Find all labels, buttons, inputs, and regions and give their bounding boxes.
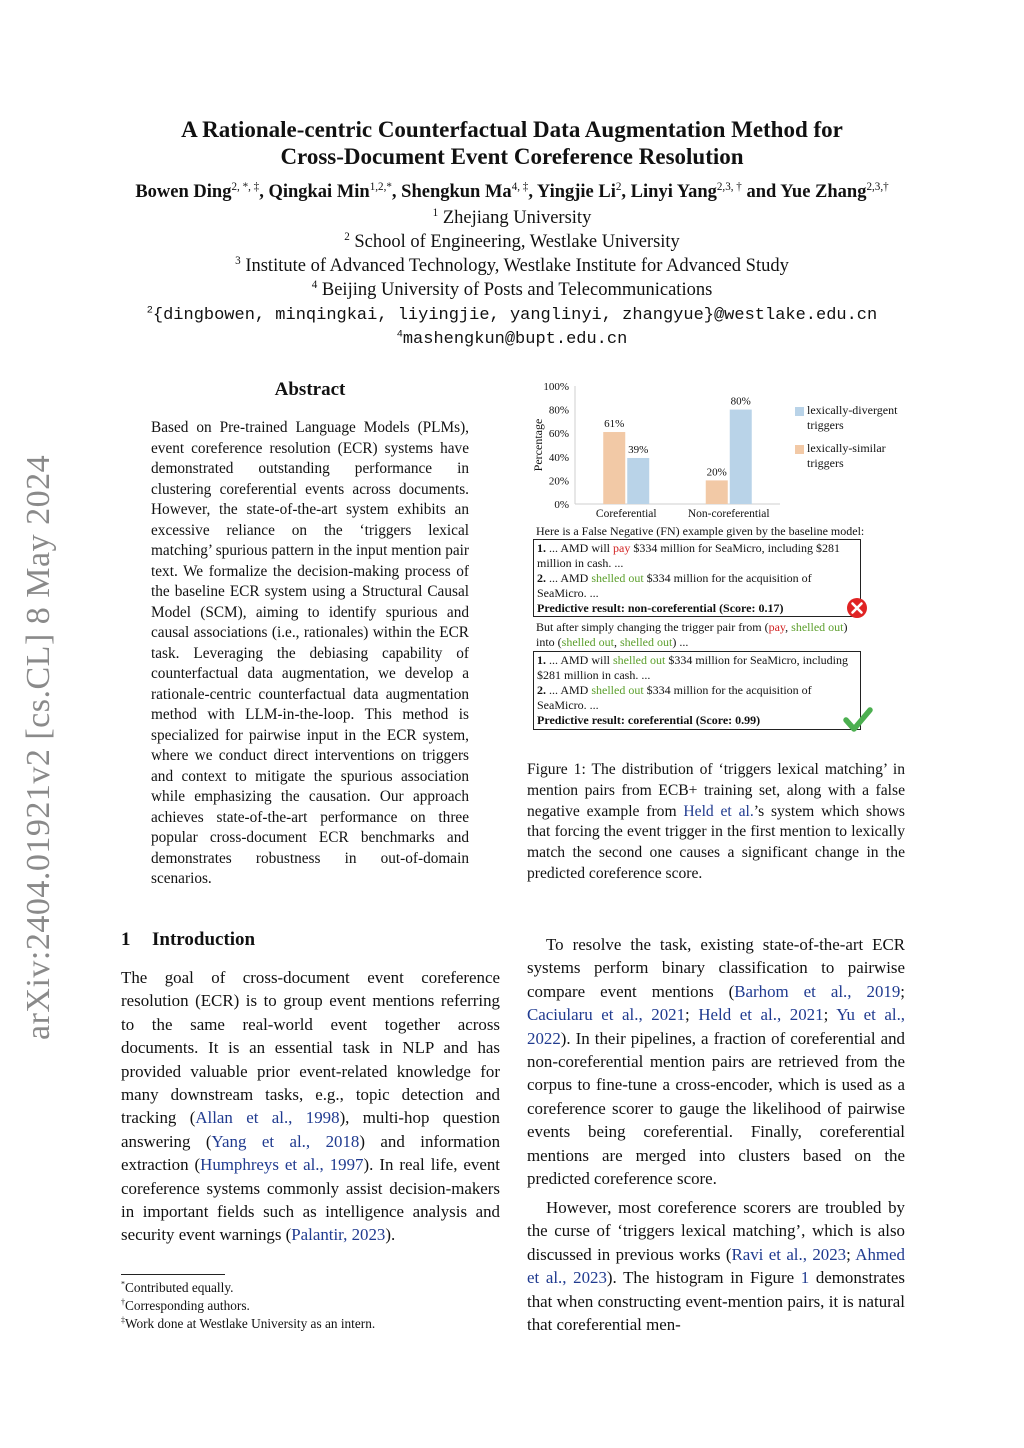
intro-paragraph-3	[527, 1196, 905, 1336]
author-name: Qingkai Min	[268, 182, 370, 202]
author-separator: ,	[621, 182, 631, 202]
text-segment: ,	[614, 635, 620, 649]
trigger-word: shelled out	[620, 635, 673, 649]
legend-label-divergent: lexically-divergent triggers	[807, 403, 898, 432]
bar-value-label: 39%	[628, 443, 649, 456]
citation-link[interactable]: Allan et al., 1998	[195, 1108, 340, 1128]
text-segment: Figure 1: The distribution of ‘triggers lexical matching’ in mention pairs from ECB+ training set, along with a false negative example from	[527, 761, 905, 820]
mention-number: 2.	[537, 571, 546, 585]
y-tick-label: 80%	[548, 404, 569, 417]
section-number: 1	[121, 929, 131, 950]
example-mention-2	[537, 571, 857, 601]
text-segment: To resolve the task, existing state-of-the-art ECR systems perform binary classification to pairwise compare event mentions (	[527, 935, 905, 1001]
author-separator: and	[741, 182, 781, 202]
bar-value-label: 80%	[730, 395, 751, 408]
trigger-word: shelled out	[791, 620, 844, 634]
email-affiliation-number: 2	[146, 305, 153, 317]
author-separator: ,	[259, 182, 269, 202]
affiliation-3	[60, 256, 964, 277]
text-segment: $334 million for the acquisition of SeaMicro. ...	[537, 571, 812, 600]
footnote-text: Corresponding authors.	[124, 1298, 250, 1313]
author-affiliation-marks: 2	[615, 180, 622, 193]
author-affiliation-marks: 2,3,†	[866, 180, 889, 193]
affiliation-4	[60, 280, 964, 301]
text-segment: The goal of cross-document event coreference resolution (ECR) is to group event mentions referring to the same real-world event together across documents. It is an essential task in NLP and has provided valuable prior event-related knowledge for many downstream tasks, e.g., topic detection and tracking (	[121, 968, 500, 1128]
x-category-label: Coreferential	[595, 508, 657, 520]
trigger-word: pay	[768, 620, 786, 634]
footnote-text: Contributed equally.	[124, 1280, 234, 1295]
footnote-mark: *	[121, 1279, 125, 1289]
intro-paragraph-1	[121, 966, 500, 1247]
mention-number: 2.	[537, 683, 546, 697]
trigger-word: shelled out	[591, 571, 644, 585]
incorrect-x-icon	[846, 597, 868, 619]
author-separator: ,	[528, 182, 537, 202]
paper-title	[60, 116, 964, 170]
affiliation-1	[60, 208, 964, 229]
affiliation-number: 3	[235, 254, 241, 267]
example-mention-2	[537, 683, 857, 713]
y-tick-label: 0%	[554, 499, 569, 511]
author-name: Linyi Yang	[630, 182, 717, 202]
arxiv-identifier: arXiv:2404.01921v2 [cs.CL] 8 May 2024	[20, 454, 57, 1040]
author-affiliation-marks: 2,3, †	[716, 180, 742, 193]
example-intro: Here is a False Negative (FN) example given by the baseline model:	[536, 524, 865, 538]
text-segment: ,	[785, 620, 792, 634]
text-segment: $334 million for SeaMicro, including $281 million in cash. ...	[537, 653, 848, 682]
affiliation-text: Zhejiang University	[442, 208, 592, 228]
correct-check-icon	[843, 706, 873, 734]
y-tick-label: 60%	[548, 428, 569, 441]
text-segment: ... AMD will	[546, 541, 614, 555]
author-name: Yingjie Li	[536, 182, 616, 202]
text-segment: ;	[846, 1244, 856, 1264]
footnote-mark: ‡	[121, 1315, 125, 1325]
text-segment: ;	[685, 1005, 699, 1025]
footnote-3	[121, 1316, 375, 1332]
author-affiliation-marks: 2, *, ‡	[231, 180, 260, 193]
abstract-body: Based on Pre-trained Language Models (PLMs), event coreference resolution (ECR) systems have demonstrated outstanding performance in clustering coreferential events across documents. However, the state-of-the-art system exhibits an excessive reliance on the ‘triggers lexical matching’ spurious pattern in the input mention pair text. We formalize the decision-making process of the baseline ECR system using a Structural Causal Model (SCM), aiming to identify spurious and causal associations (i.e., rationales) within the ECR task. Leveraging the debiasing capability of counterfactual data augmentation, we develop a rationale-centric counterfactual data augmentation method with LLM-in-the-loop. This method is specialized for pairwise input in the ECR system, where we conduct direct interventions on triggers and context to mitigate the spurious association while emphasizing the causation. Our approach achieves state-of-the-art performance on three popular cross-document ECR benchmarks and demonstrates robustness in out-of-domain scenarios.	[151, 419, 469, 887]
bar-0-0	[603, 432, 625, 504]
text-segment: ;	[900, 981, 905, 1001]
y-tick-label: 20%	[548, 475, 569, 488]
example-mention-1	[537, 653, 857, 683]
figure-1-caption	[527, 760, 905, 885]
text-segment: $334 million for SeaMicro, including $281 million in cash. ...	[537, 541, 840, 570]
email-text: mashengkun@bupt.edu.cn	[402, 330, 628, 349]
citation-link[interactable]: Barhom et al., 2019	[734, 981, 901, 1001]
intro-paragraph-2	[527, 933, 905, 1190]
citation-link[interactable]: Yu et al., 2022	[527, 1005, 906, 1048]
text-segment: ). In real life, event coreference systems commonly assist decision-makers in important fields such as intelligence analysis and security event warnings (	[121, 1155, 500, 1245]
y-axis-title: Percentage	[531, 418, 545, 472]
email-text: {dingbowen, minqingkai, liyingjie, yanglinyi, zhangyue}@westlake.edu.cn	[152, 306, 878, 325]
footnote-text: Work done at Westlake University as an intern.	[124, 1316, 376, 1331]
citation-link[interactable]: Ahmed et al., 2023	[527, 1244, 905, 1288]
text-segment: ... AMD will	[546, 653, 614, 667]
affiliation-2	[60, 232, 964, 253]
text-segment: ;	[823, 1005, 837, 1025]
author-list	[40, 182, 984, 203]
mention-number: 1.	[537, 653, 546, 667]
text-segment: ) into (	[536, 620, 848, 649]
text-segment: ). The histogram in Figure	[606, 1268, 801, 1288]
text-segment: demonstrates that when constructing event-mention pairs, it is natural that coreferential men-	[527, 1268, 905, 1335]
footnote-rule	[121, 1274, 225, 1275]
example-mention-1	[537, 541, 857, 571]
citation-link[interactable]: 1	[800, 1268, 810, 1288]
footnote-1	[121, 1280, 233, 1296]
legend-swatch-divergent	[795, 407, 804, 416]
trigger-word: shelled out	[561, 635, 614, 649]
section-heading-introduction	[121, 929, 255, 951]
author-name: Yue Zhang	[780, 182, 867, 202]
legend-label-similar: lexically-similar triggers	[807, 441, 886, 470]
x-category-label: Non-coreferential	[687, 508, 770, 520]
text-segment: ... AMD	[546, 571, 592, 585]
bar-1-0	[706, 480, 728, 504]
citation-link[interactable]: Held et al., 2021	[698, 1005, 824, 1025]
text-segment: ’s system which shows that forcing the event trigger in the first mention to lexically match the second one causes a significant change in the predicted coreference score.	[527, 802, 905, 882]
text-segment: ). In their pipelines, a fraction of coreferential and non-coreferential mention pairs are retrieved from the corpus to fine-tune a cross-encoder, which is used as a coreference scorer to gauge the likelihood of pairwise events being coreferential. Finally, coreferential mentions are merged into clusters based on the predicted coreference score.	[527, 1028, 905, 1189]
title-line-2: Cross-Document Event Coreference Resolution	[280, 144, 744, 169]
affiliation-text: Institute of Advanced Technology, Westlake Institute for Advanced Study	[245, 256, 789, 276]
citation-link[interactable]: Held et al.	[683, 802, 754, 820]
trigger-word: pay	[613, 541, 631, 555]
text-segment: ).	[385, 1225, 396, 1245]
bar-value-label: 20%	[706, 466, 727, 479]
text-segment: ) and information extraction (	[121, 1131, 501, 1175]
title-line-1: A Rationale-centric Counterfactual Data Augmentation Method for	[181, 117, 843, 142]
author-affiliation-marks: 1,2,*	[369, 180, 392, 193]
citation-link[interactable]: Ravi et al., 2023	[731, 1244, 847, 1264]
text-segment: But after simply changing the trigger pair from (	[536, 620, 769, 634]
trigger-word: shelled out	[591, 683, 644, 697]
author-name: Bowen Ding	[135, 182, 232, 202]
example-box-original	[533, 539, 861, 617]
text-segment: ) ...	[672, 635, 689, 649]
footnote-2	[121, 1298, 250, 1314]
author-separator: ,	[391, 182, 402, 202]
y-tick-label: 40%	[548, 451, 569, 464]
author-affiliation-marks: 4, ‡	[511, 180, 529, 193]
text-segment: ), multi-hop question answering (	[121, 1108, 500, 1151]
email-westlake	[60, 306, 964, 325]
figure-1-bar-chart	[530, 376, 790, 524]
citation-link[interactable]: Caciularu et al., 2021	[527, 1005, 686, 1025]
mention-number: 1.	[537, 541, 546, 555]
example-middle	[536, 620, 866, 650]
text-segment: $334 million for the acquisition of SeaMicro. ...	[537, 683, 812, 712]
bar-0-1	[627, 458, 649, 504]
text-segment: However, most coreference scorers are troubled by the curse of ‘triggers lexical matching’, which is also discussed in previous works (	[527, 1198, 905, 1264]
affiliation-number: 4	[311, 278, 318, 291]
affiliation-text: Beijing University of Posts and Telecommunications	[321, 280, 713, 300]
email-affiliation-number: 4	[396, 329, 403, 341]
citation-link[interactable]: Humphreys et al., 1997	[200, 1155, 364, 1175]
y-tick-label: 100%	[543, 381, 569, 393]
footnote-mark: †	[121, 1297, 125, 1307]
abstract-heading: Abstract	[274, 379, 346, 400]
affiliation-number: 1	[432, 206, 439, 219]
example-result: Predictive result: coreferential (Score: 0.99)	[537, 713, 761, 727]
bar-value-label: 61%	[604, 418, 625, 431]
legend-swatch-similar	[795, 445, 804, 454]
section-title: Introduction	[152, 929, 256, 950]
bar-1-1	[730, 410, 752, 504]
affiliation-number: 2	[344, 230, 350, 243]
citation-link[interactable]: Yang et al., 2018	[211, 1131, 360, 1151]
trigger-word: shelled out	[613, 653, 666, 667]
example-box-counterfactual	[533, 651, 861, 730]
affiliation-text: School of Engineering, Westlake University	[354, 232, 680, 252]
author-name: Shengkun Ma	[401, 182, 512, 202]
email-bupt	[60, 330, 964, 349]
text-segment: ... AMD	[546, 683, 592, 697]
citation-link[interactable]: Palantir, 2023	[291, 1225, 386, 1245]
example-result: Predictive result: non-coreferential (Score: 0.17)	[537, 601, 784, 615]
